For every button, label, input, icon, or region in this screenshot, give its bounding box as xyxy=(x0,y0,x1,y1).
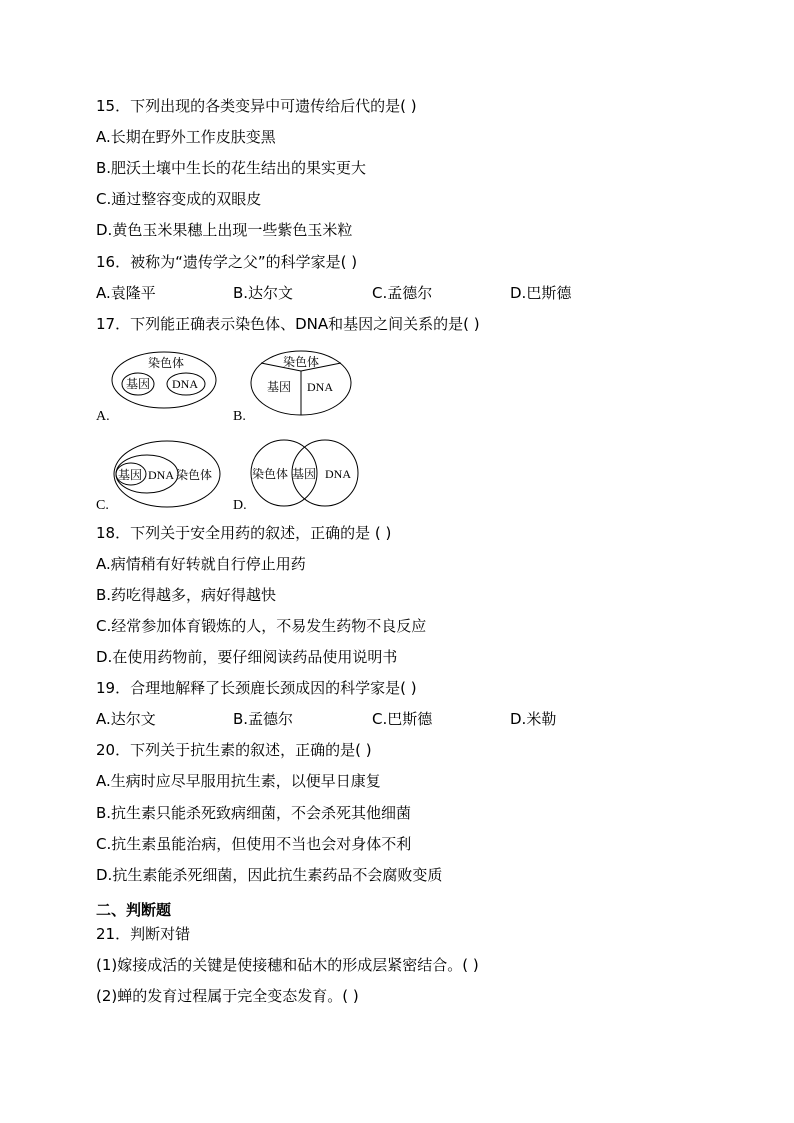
q19-option-a: A.达尔文 xyxy=(96,710,156,728)
q19-option-b: B.孟德尔 xyxy=(233,710,294,728)
diagram-a-chromosome-text: 染色体 xyxy=(148,356,185,370)
q16-option-a: A.袁隆平 xyxy=(96,284,156,302)
q21-item-2: (2)蝉的发育过程属于完全变态发育。( ) xyxy=(96,987,359,1005)
diagram-c-chromosome-text: 染色体 xyxy=(176,468,213,482)
q20-option-d: D.抗生素能杀死细菌，因此抗生素药品不会腐败变质 xyxy=(96,866,443,884)
question-16-stem: 16．被称为“遗传学之父”的科学家是( ) xyxy=(96,253,358,271)
q17-option-d-label: D. xyxy=(233,498,247,513)
q20-option-a: A.生病时应尽早服用抗生素，以便早日康复 xyxy=(96,772,381,790)
q15-option-c: C.通过整容变成的双眼皮 xyxy=(96,190,262,208)
q18-option-b: B.药吃得越多，病好得越快 xyxy=(96,586,277,604)
q18-option-c: C.经常参加体育锻炼的人，不易发生药物不良反应 xyxy=(96,617,427,635)
q21-item-1: (1)嫁接成活的关键是使接穗和砧木的形成层紧密结合。( ) xyxy=(96,956,479,974)
diagram-d-dna-text: DNA xyxy=(325,467,351,481)
diagram-a xyxy=(110,350,220,412)
q20-option-c: C.抗生素虽能治病，但使用不当也会对身体不利 xyxy=(96,835,412,853)
diagram-c xyxy=(112,438,224,510)
q20-option-b: B.抗生素只能杀死致病细菌，不会杀死其他细菌 xyxy=(96,804,412,822)
diagram-c-dna-text: DNA xyxy=(148,468,174,482)
diagram-c-gene-text: 基因 xyxy=(118,468,143,482)
q19-option-c: C.巴斯德 xyxy=(372,710,433,728)
question-17-stem: 17．下列能正确表示染色体、DNA和基因之间关系的是( ) xyxy=(96,315,480,333)
q19-option-d: D.米勒 xyxy=(510,710,557,728)
question-18-stem: 18．下列关于安全用药的叙述，正确的是 ( ) xyxy=(96,524,392,542)
diagram-b xyxy=(249,349,355,417)
diagram-a-gene-text: 基因 xyxy=(126,377,151,391)
q17-option-c-label: C. xyxy=(96,498,109,513)
section-true-false-title: 二、判断题 xyxy=(96,901,172,919)
diagram-d-gene-text: 基因 xyxy=(292,467,317,481)
q16-option-d: D.巴斯德 xyxy=(510,284,572,302)
q17-option-a-label: A. xyxy=(96,409,110,424)
q18-option-d: D.在使用药物前，要仔细阅读药品使用说明书 xyxy=(96,648,398,666)
diagram-d-chromosome-text: 染色体 xyxy=(252,467,289,481)
q16-option-c: C.孟德尔 xyxy=(372,284,433,302)
question-15-stem: 15．下列出现的各类变异中可遗传给后代的是( ) xyxy=(96,97,417,115)
question-20-stem: 20．下列关于抗生素的叙述，正确的是( ) xyxy=(96,741,372,759)
diagram-b-chromosome-text: 染色体 xyxy=(283,355,320,369)
question-19-stem: 19．合理地解释了长颈鹿长颈成因的科学家是( ) xyxy=(96,679,417,697)
diagram-b-dna-text: DNA xyxy=(307,380,333,394)
question-21-stem: 21．判断对错 xyxy=(96,925,191,943)
q18-option-a: A.病情稍有好转就自行停止用药 xyxy=(96,555,306,573)
diagram-b-gene-text: 基因 xyxy=(267,380,292,394)
diagram-d xyxy=(250,438,360,510)
q15-option-b: B.肥沃土壤中生长的花生结出的果实更大 xyxy=(96,159,367,177)
q15-option-a: A.长期在野外工作皮肤变黑 xyxy=(96,128,276,146)
diagram-a-dna-text: DNA xyxy=(172,377,198,391)
q17-option-b-label: B. xyxy=(233,409,246,424)
q16-option-b: B.达尔文 xyxy=(233,284,294,302)
q15-option-d: D.黄色玉米果穗上出现一些紫色玉米粒 xyxy=(96,221,353,239)
